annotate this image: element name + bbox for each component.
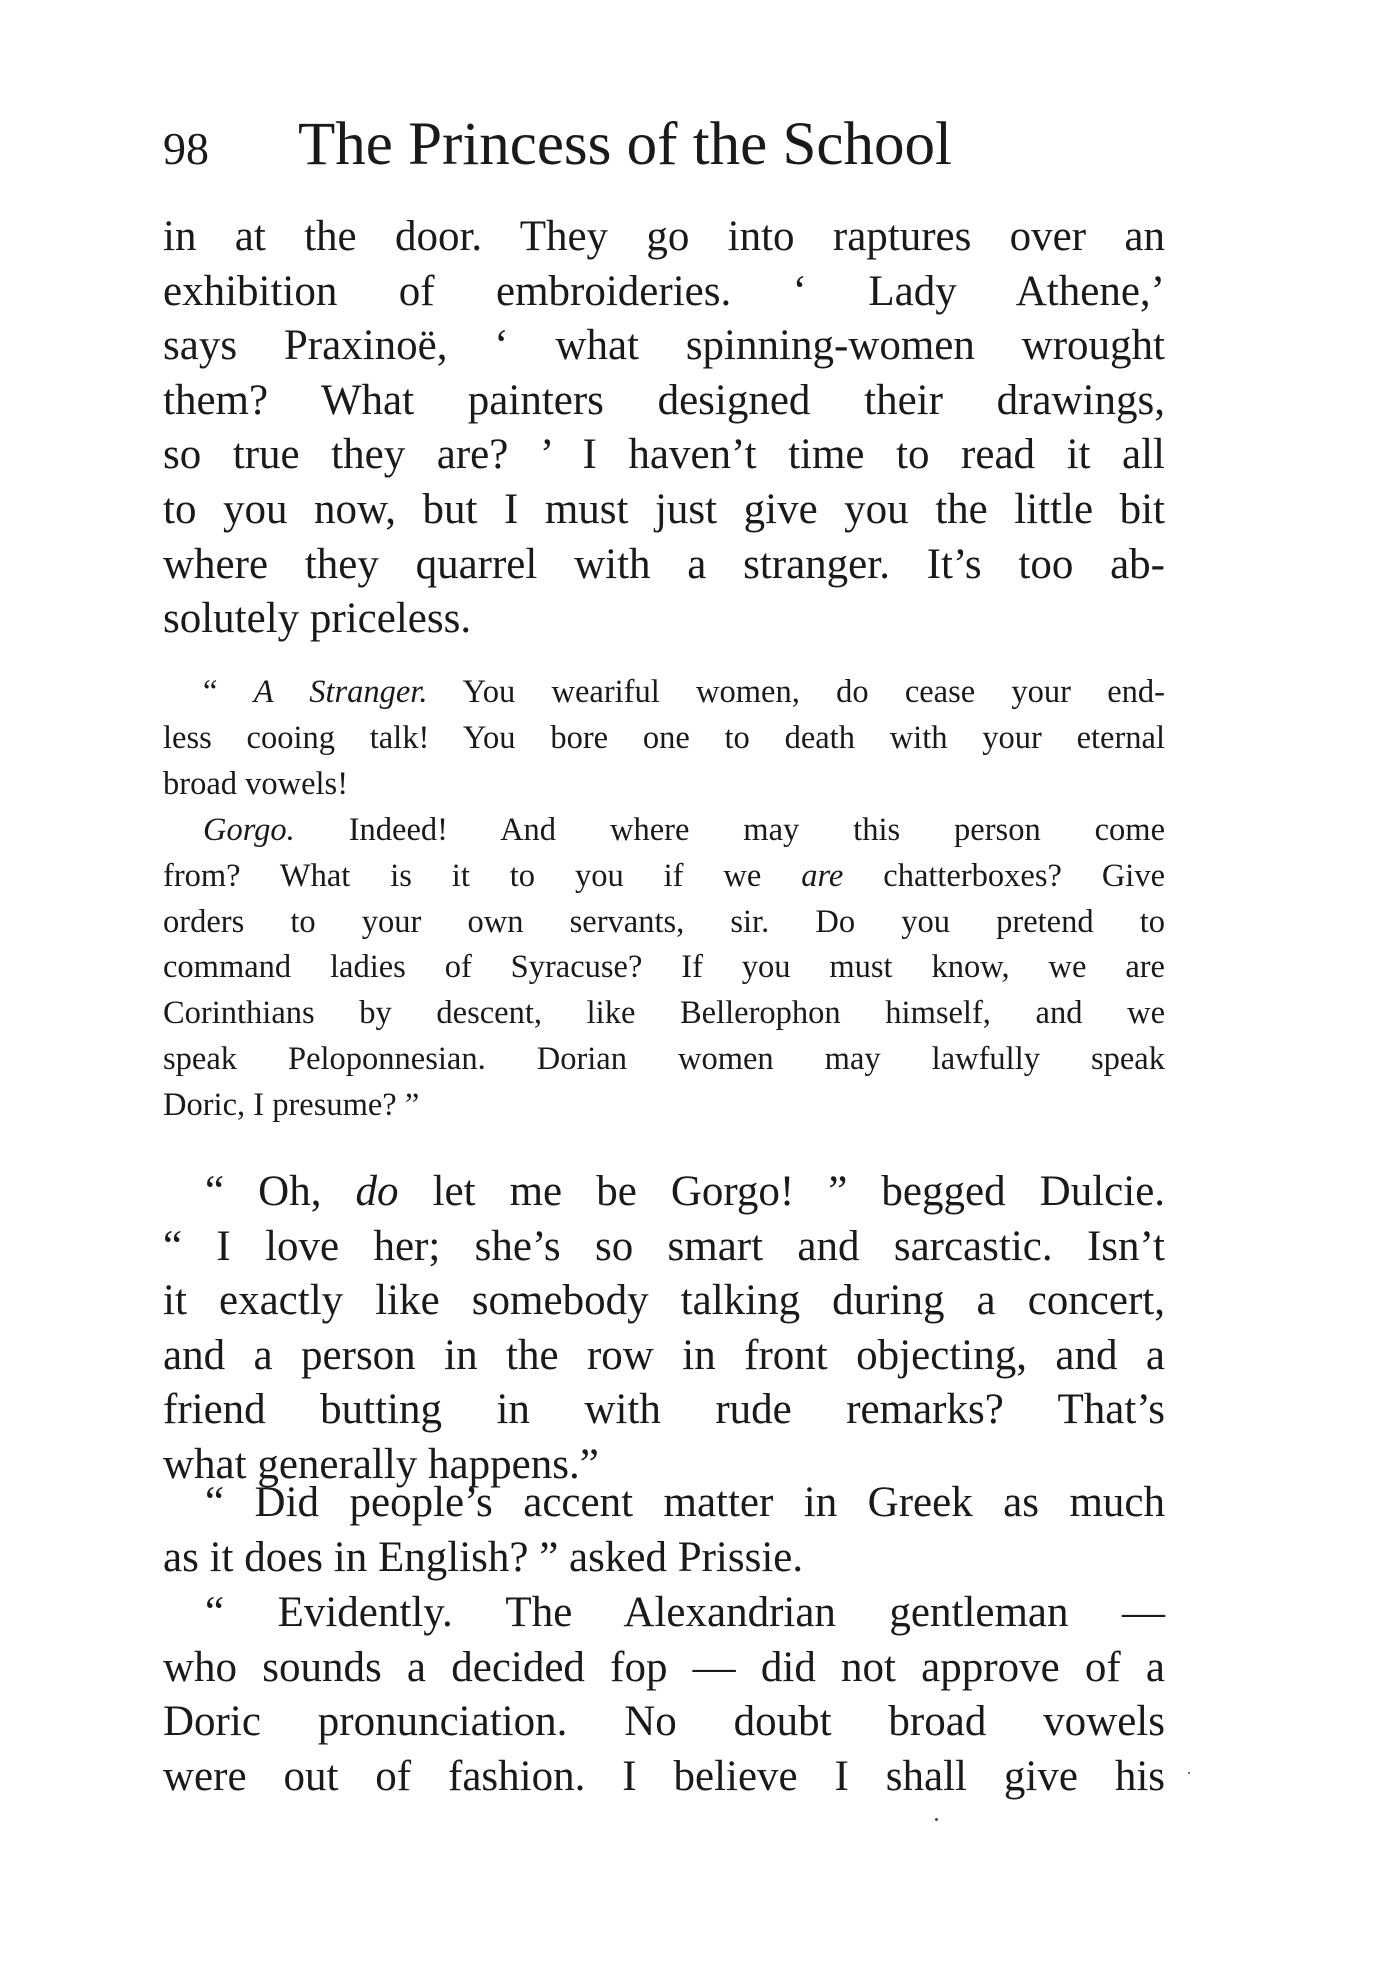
emphasis: are — [801, 857, 844, 894]
text-line — [163, 1165, 1165, 1220]
paragraph-1 — [163, 210, 1165, 647]
scan-speck — [935, 1818, 938, 1821]
text-line: it exactly like somebody talking during a concert, — [163, 1277, 1165, 1325]
text-line: “ Evidently. The Alexandrian gentleman — — [205, 1589, 1165, 1636]
text-line: them? What painters designed their drawings, — [163, 376, 1165, 424]
text-line: says Praxinoë, ‘ what spinning-women wrought — [163, 322, 1165, 370]
quote-line: “ A Stranger. You weariful women, do cease your end- — [203, 674, 1165, 710]
speaker-name: A Stranger. — [253, 674, 428, 710]
paragraph-3 — [163, 1476, 1165, 1585]
quote-line: command ladies of Syracuse? If you must know, we are — [163, 949, 1165, 986]
text-line: were out of fashion. I believe I shall give his — [163, 1752, 1165, 1800]
text-line: solutely priceless. — [163, 595, 472, 643]
paragraph-2 — [163, 1165, 1165, 1493]
emphasis: do — [355, 1168, 399, 1215]
text-line: in at the door. They go into raptures over an — [163, 213, 1165, 260]
text-line: “ Did people’s accent matter in Greek as much — [205, 1479, 1165, 1526]
text-line: who sounds a decided fop — did not approve of a — [163, 1643, 1165, 1691]
page-header — [163, 105, 1063, 185]
running-title: The Princess of the School — [298, 111, 952, 178]
text-line: Doric pronunciation. No doubt broad vowels — [163, 1698, 1165, 1746]
quote-stranger — [163, 670, 1165, 807]
quote-text: Indeed! And where may this person come — [348, 812, 1165, 848]
quote-line: orders to your own servants, sir. Do you pretend to — [163, 903, 1165, 940]
quote-line — [163, 808, 1165, 854]
text-line: friend butting in with rude remarks? That’s — [163, 1386, 1165, 1434]
text-line: what generally happens.” — [163, 1440, 599, 1488]
text-line: exhibition of embroideries. ‘ Lady Athene,’ — [163, 267, 1165, 315]
quote-text: from? What is it to you if we — [163, 857, 762, 894]
text-line: and a person in the row in front objecting, and a — [163, 1331, 1165, 1379]
scan-speck — [1188, 1772, 1190, 1774]
quote-line: Corinthians by descent, like Bellerophon himself, and we — [163, 995, 1165, 1032]
text-line: “ I love her; she’s so smart and sarcastic. Isn’t — [163, 1222, 1165, 1270]
quote-text: You weariful women, do cease your end- — [462, 674, 1165, 710]
quote-line: Doric, I presume? ” — [163, 1086, 420, 1123]
quote-gorgo — [163, 808, 1165, 1129]
text-line: to you now, but I must just give you the little bit — [163, 485, 1165, 533]
text-line: where they quarrel with a stranger. It’s too ab- — [163, 540, 1165, 588]
quote-text: chatterboxes? Give — [883, 857, 1166, 894]
quote-line: broad vowels! — [163, 765, 349, 802]
text-segment: let me be Gorgo! ” begged Dulcie. — [432, 1168, 1166, 1215]
quote-line: less cooing talk! You bore one to death with your eternal — [163, 719, 1165, 756]
text-line: so true they are? ’ I haven’t time to read it all — [163, 431, 1165, 479]
text-segment: “ Oh, — [205, 1168, 322, 1215]
paragraph-4 — [163, 1586, 1165, 1804]
page-number: 98 — [163, 123, 209, 174]
quote-line: speak Peloponnesian. Dorian women may lawfully speak — [163, 1040, 1165, 1077]
speaker-name: Gorgo. — [203, 812, 295, 848]
text-line: as it does in English? ” asked Prissie. — [163, 1533, 804, 1581]
quote-line — [163, 854, 1165, 900]
